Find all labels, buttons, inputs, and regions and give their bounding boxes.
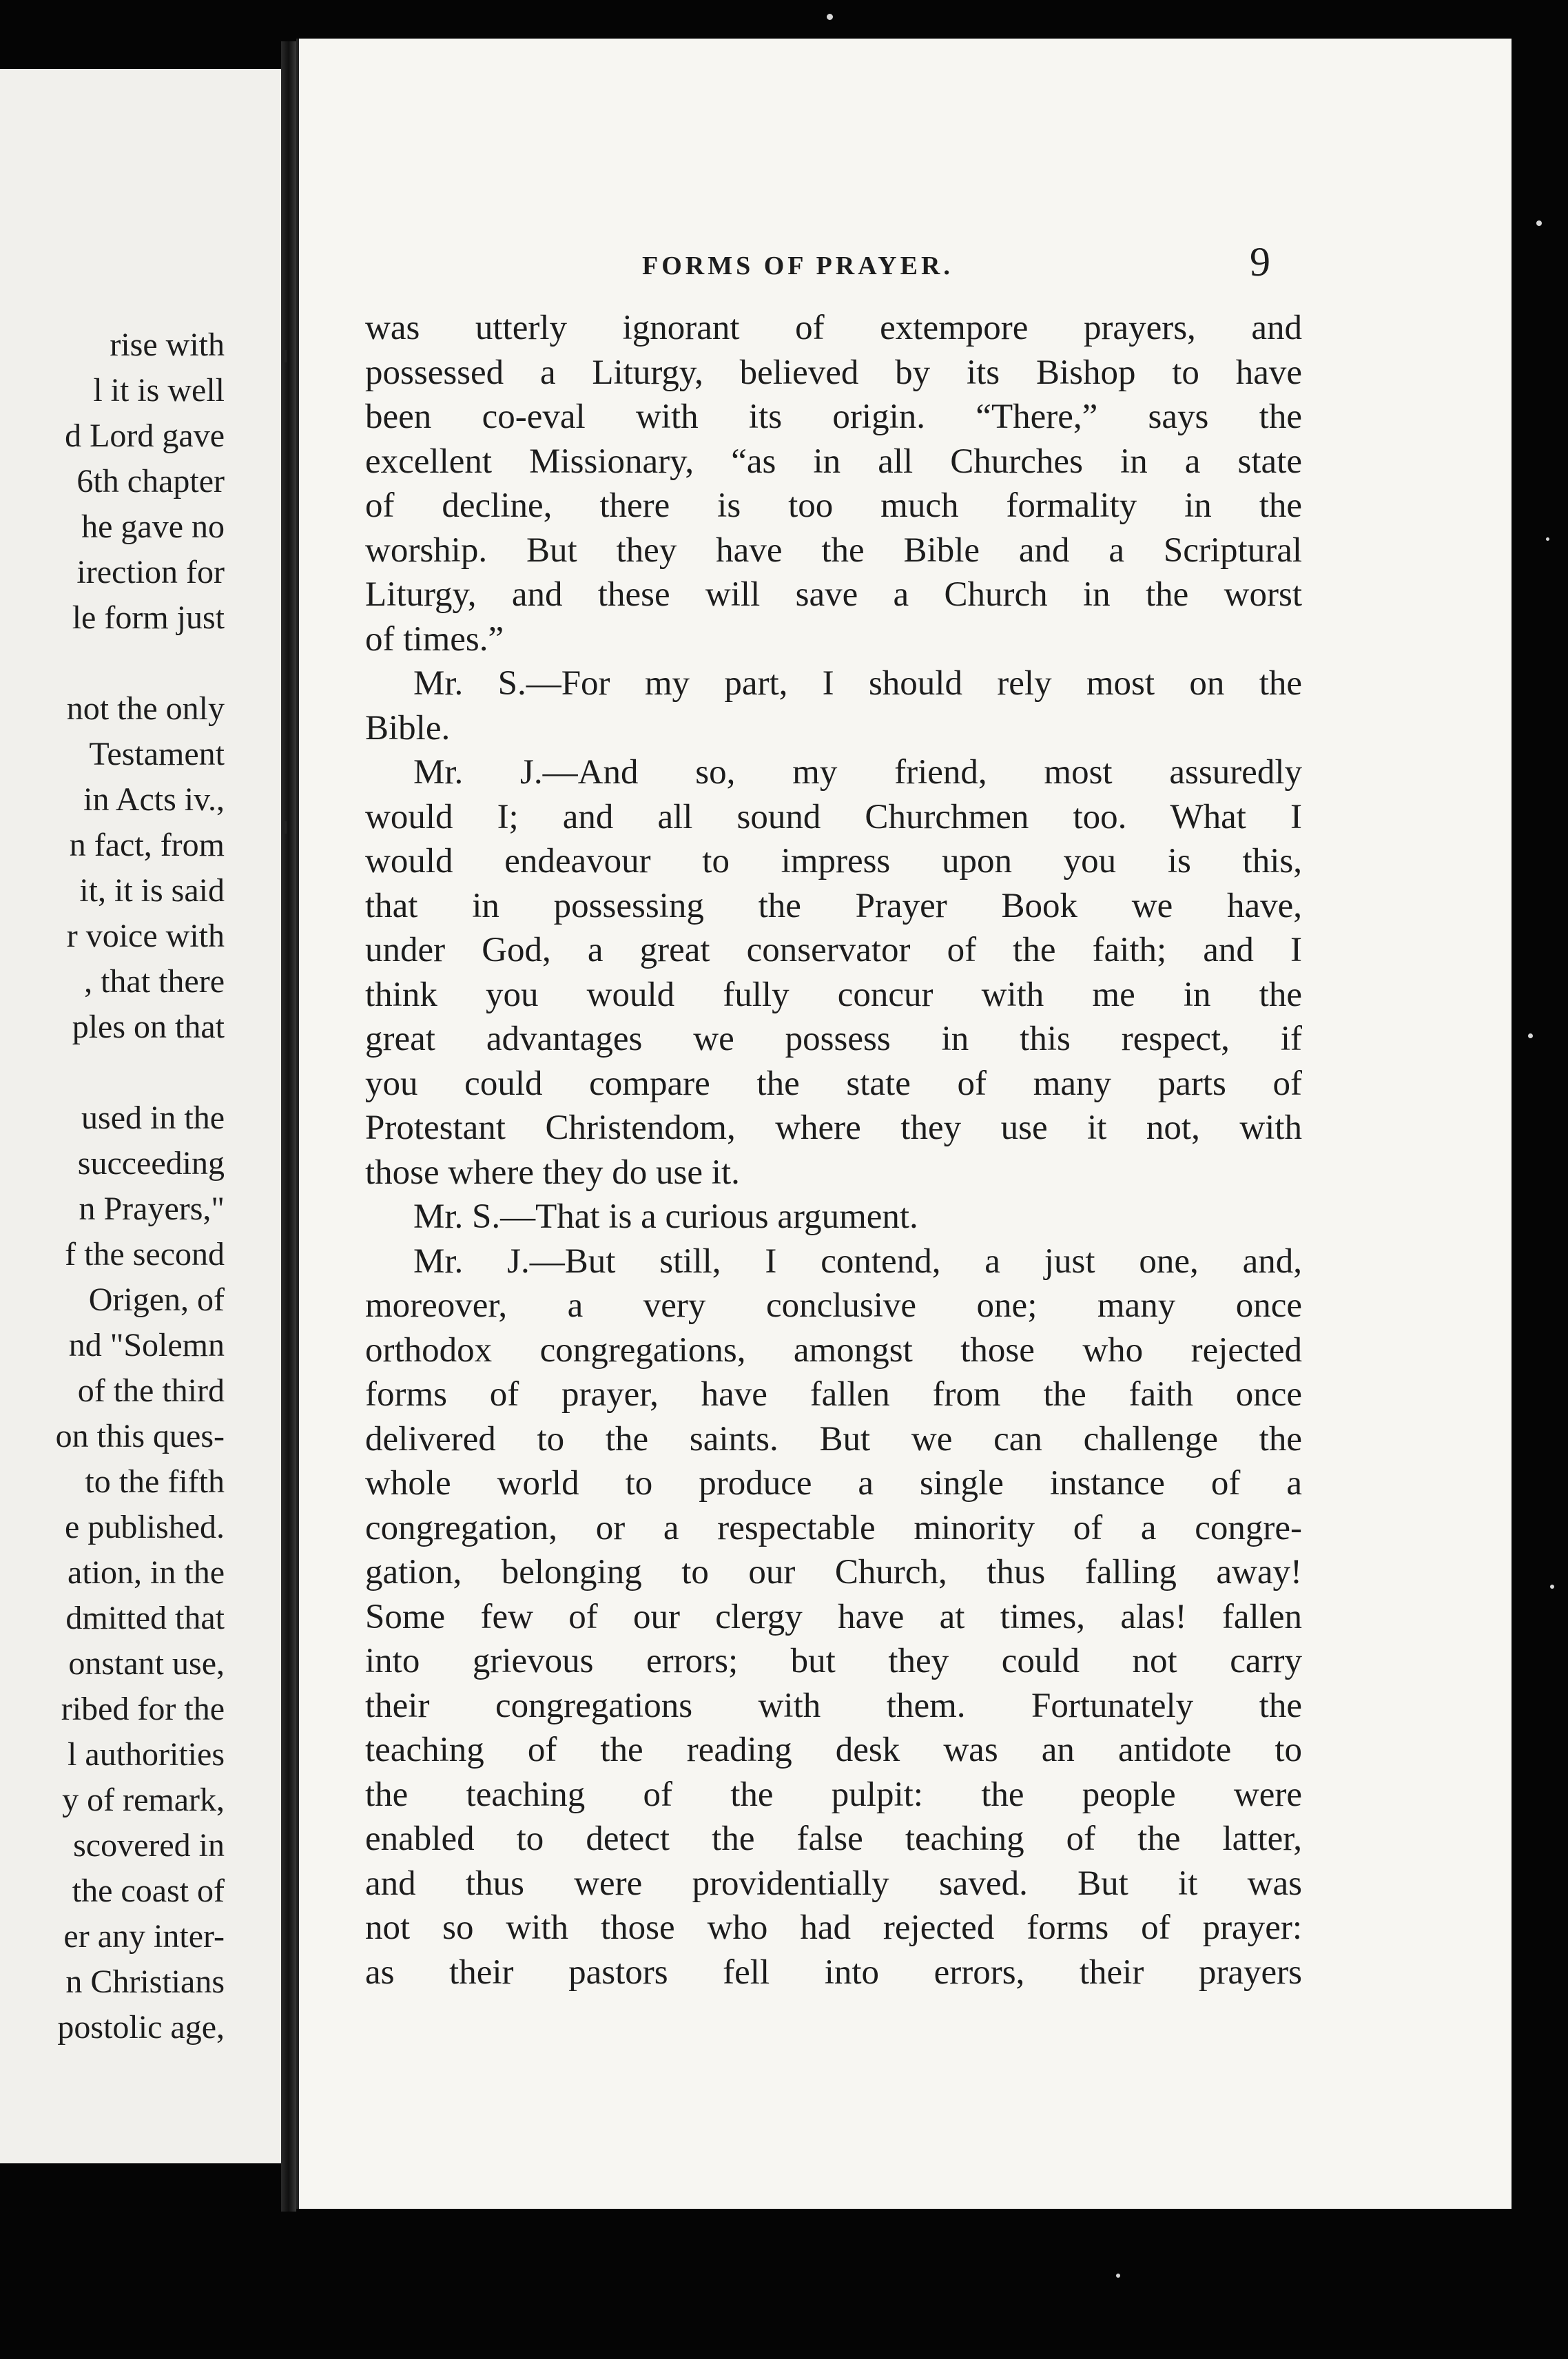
left-page bbox=[0, 69, 285, 2163]
text-line: ribed for the bbox=[61, 1691, 225, 1727]
text-line: congregation, or a respectable minority of a congre- bbox=[365, 1508, 1302, 1547]
text-line: into grievous errors; but they could not carry bbox=[365, 1642, 1302, 1680]
text-line: Origen, of bbox=[88, 1281, 225, 1318]
text-line: n fact, from bbox=[69, 827, 225, 863]
text-line: of the third bbox=[77, 1372, 225, 1409]
page-body-text bbox=[365, 306, 1302, 1995]
text-line: been co-eval with its origin. “There,” says the bbox=[365, 398, 1302, 436]
book-gutter bbox=[281, 41, 296, 2212]
text-line: and thus were providentially saved. But it was bbox=[365, 1864, 1302, 1903]
paragraph-gap bbox=[0, 641, 225, 686]
text-line: the coast of bbox=[72, 1873, 225, 1909]
scan-speck bbox=[1536, 220, 1542, 226]
text-line: nd "Solemn bbox=[68, 1327, 225, 1363]
text-line: ation, in the bbox=[68, 1554, 225, 1591]
text-line: delivered to the saints. But we can challenge the bbox=[365, 1419, 1302, 1459]
text-line: rise with bbox=[110, 327, 225, 363]
text-line: succeeding bbox=[77, 1145, 225, 1182]
text-line: think you would fully concur with me in the bbox=[365, 975, 1302, 1014]
scan-speck bbox=[1546, 537, 1549, 541]
text-line: postolic age, bbox=[57, 2009, 225, 2046]
text-line: Testament bbox=[89, 736, 225, 772]
text-line: f the second bbox=[65, 1236, 225, 1273]
text-line: in Acts iv., bbox=[83, 781, 225, 818]
text-line: r voice with bbox=[66, 918, 225, 954]
text-line: those where they do use it. bbox=[365, 1153, 740, 1192]
page-number: 9 bbox=[1250, 239, 1270, 285]
text-line: orthodox congregations, amongst those who rejected bbox=[365, 1330, 1302, 1370]
text-line: whole world to produce a single instance of a bbox=[365, 1464, 1302, 1503]
text-line: ples on that bbox=[72, 1009, 225, 1045]
text-line: Mr. S.—That is a curious argument. bbox=[413, 1197, 918, 1236]
text-line: moreover, a very conclusive one; many once bbox=[365, 1286, 1302, 1325]
left-page-text bbox=[0, 322, 225, 2050]
text-line: that in possessing the Prayer Book we have, bbox=[365, 886, 1302, 925]
text-line: to the fifth bbox=[85, 1463, 225, 1500]
text-line: scovered in bbox=[73, 1827, 225, 1864]
text-line: was utterly ignorant of extempore prayers, and bbox=[365, 309, 1302, 347]
text-line: d Lord gave bbox=[65, 418, 225, 454]
text-line: , that there bbox=[84, 963, 225, 1000]
right-page bbox=[296, 39, 1512, 2209]
paragraph-gap bbox=[0, 1050, 225, 1095]
text-line: worship. But they have the Bible and a Scriptural bbox=[365, 530, 1302, 570]
text-line: n Christians bbox=[65, 1964, 225, 2000]
text-line: er any inter- bbox=[63, 1918, 225, 1955]
text-line: great advantages we possess in this respect, if bbox=[365, 1020, 1302, 1058]
text-line: n Prayers," bbox=[79, 1191, 225, 1227]
text-line: Some few of our clergy have at times, alas! fallen bbox=[365, 1597, 1302, 1636]
text-line: dmitted that bbox=[65, 1600, 225, 1636]
text-line: possessed a Liturgy, believed by its Bishop to have bbox=[365, 353, 1302, 392]
text-line: their congregations with them. Fortunately the bbox=[365, 1686, 1302, 1725]
text-line: Mr. S.—For my part, I should rely most on the bbox=[413, 664, 1302, 703]
text-line: forms of prayer, have fallen from the faith once bbox=[365, 1375, 1302, 1414]
text-line: of decline, there is too much formality in the bbox=[365, 486, 1302, 525]
text-line: Bible. bbox=[365, 708, 451, 748]
text-line: teaching of the reading desk was an antidote to bbox=[365, 1731, 1302, 1769]
text-line: would I; and all sound Churchmen too. What I bbox=[365, 797, 1302, 836]
page-header bbox=[299, 238, 1512, 293]
text-line: e published. bbox=[65, 1509, 225, 1545]
gutter-mark bbox=[282, 821, 287, 834]
text-line: he gave no bbox=[81, 508, 225, 545]
scan-speck bbox=[1550, 1585, 1554, 1589]
text-line: used in the bbox=[81, 1100, 225, 1136]
gutter-mark bbox=[282, 350, 287, 362]
text-line: le form just bbox=[72, 599, 225, 636]
text-line: enabled to detect the false teaching of the latter, bbox=[365, 1820, 1302, 1858]
scan-speck bbox=[1528, 1033, 1533, 1038]
text-line: the teaching of the pulpit: the people were bbox=[365, 1775, 1302, 1814]
text-line: would endeavour to impress upon you is this, bbox=[365, 842, 1302, 880]
text-line: y of remark, bbox=[62, 1782, 225, 1818]
text-line: Mr. J.—But still, I contend, a just one, and, bbox=[413, 1242, 1302, 1281]
scan-speck bbox=[827, 14, 833, 20]
text-line: not so with those who had rejected forms of prayer: bbox=[365, 1908, 1302, 1947]
text-line: 6th chapter bbox=[76, 463, 225, 499]
text-line: gation, belonging to our Church, thus falling away! bbox=[365, 1553, 1302, 1591]
text-line: Mr. J.—And so, my friend, most assuredly bbox=[413, 753, 1302, 792]
text-line: as their pastors fell into errors, their prayers bbox=[365, 1953, 1302, 1992]
text-line: irection for bbox=[76, 554, 225, 590]
text-line: onstant use, bbox=[68, 1645, 225, 1682]
text-line: it, it is said bbox=[79, 872, 225, 909]
text-line: l it is well bbox=[93, 372, 225, 409]
text-line: under God, a great conservator of the faith; and I bbox=[365, 931, 1302, 969]
text-line: l authorities bbox=[68, 1736, 225, 1773]
text-line: you could compare the state of many parts of bbox=[365, 1064, 1302, 1103]
text-line: on this ques- bbox=[55, 1418, 225, 1454]
scan-speck bbox=[1116, 2274, 1120, 2278]
text-line: not the only bbox=[66, 690, 225, 727]
text-line: of times.” bbox=[365, 619, 504, 659]
running-head: FORMS OF PRAYER. bbox=[642, 251, 953, 280]
text-line: excellent Missionary, “as in all Churches in a state bbox=[365, 442, 1302, 481]
text-line: Liturgy, and these will save a Church in the worst bbox=[365, 575, 1302, 614]
text-line: Protestant Christendom, where they use it not, with bbox=[365, 1109, 1302, 1147]
